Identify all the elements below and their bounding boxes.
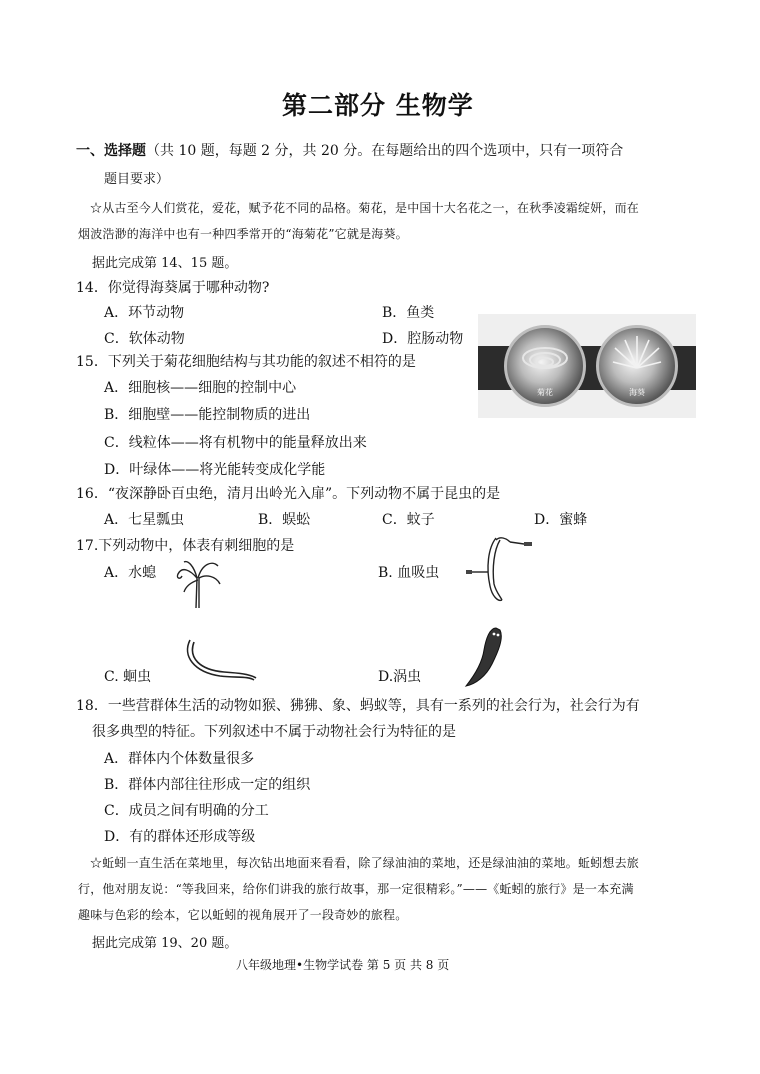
q18-stem-line1: 18．一些营群体生活的动物如猴、狒狒、象、蚂蚁等，具有一系列的社会行为，社会行为有 (76, 698, 640, 714)
roundworm-illustration (180, 636, 260, 686)
q14-option-c: C．软体动物 (104, 331, 185, 347)
q14-stem: 14．你觉得海葵属于哪种动物? (76, 280, 270, 296)
passage2-line2: 行，他对朋友说：“等我回来，给你们讲我的旅行故事，那一定很精彩。”——《蚯蚓的旅行》是一本充满 (78, 882, 634, 896)
section-heading (76, 140, 623, 160)
schistosoma-illustration (466, 534, 536, 608)
q15-option-b: B．细胞壁——能控制物质的进出 (104, 407, 311, 423)
q16-option-a: A．七星瓢虫 (104, 512, 185, 528)
q16-option-d: D．蜜蜂 (534, 512, 588, 528)
section-instructions: （共 10 题，每题 2 分，共 20 分。在每题给出的四个选项中，只有一项符合 (146, 143, 624, 159)
q14-option-d: D．腔肠动物 (382, 331, 464, 347)
q18-option-a: A．群体内个体数量很多 (104, 751, 255, 767)
flower-figure (478, 314, 696, 418)
passage2-prompt: 据此完成第 19、20 题。 (92, 936, 238, 951)
q18-option-c: C．成员之间有明确的分工 (104, 803, 269, 819)
q17-option-b: B. 血吸虫 (378, 565, 440, 581)
chrysanthemum-caption: 菊花 (537, 388, 553, 397)
q16-option-c: C．蚊子 (382, 512, 435, 528)
q15-stem: 15．下列关于菊花细胞结构与其功能的叙述不相符的是 (76, 354, 416, 370)
passage2-line1: ☆蚯蚓一直生活在菜地里，每次钻出地面来看看，除了绿油油的菜地，还是绿油油的菜地。蚯蚓想去旅 (90, 856, 640, 870)
q17-option-a: A．水螅 (104, 565, 157, 581)
page-title: 第二部分 生物学 (282, 91, 474, 120)
passage1-line1: ☆从古至今人们赏花，爱花，赋予花不同的品格。菊花，是中国十大名花之一，在秋季凌霜绽妍，而在 (90, 201, 640, 215)
sea-anemone-image (596, 325, 678, 407)
q18-option-d: D．有的群体还形成等级 (104, 829, 256, 845)
q17-stem: 17.下列动物中，体表有刺细胞的是 (76, 538, 295, 554)
planaria-illustration (462, 624, 512, 690)
passage2-line3: 趣味与色彩的绘本，它以蚯蚓的视角展开了一段奇妙的旅程。 (78, 908, 408, 922)
q16-stem: 16．“夜深静卧百虫绝，清月出岭光入扉”。下列动物不属于昆虫的是 (76, 486, 501, 502)
passage1-prompt: 据此完成第 14、15 题。 (92, 256, 238, 271)
q16-option-b: B．蜈蚣 (258, 512, 311, 528)
q15-option-a: A．细胞核——细胞的控制中心 (104, 380, 297, 396)
q18-stem-line2: 很多典型的特征。下列叙述中不属于动物社会行为特征的是 (92, 724, 456, 740)
page-footer: 八年级地理•生物学试卷 第 5 页 共 8 页 (236, 958, 450, 972)
q17-option-d: D.涡虫 (378, 669, 422, 685)
q14-option-b: B．鱼类 (382, 305, 435, 321)
chrysanthemum-image (504, 325, 586, 407)
section-instructions-cont: 题目要求） (104, 172, 170, 187)
q18-option-b: B．群体内部往往形成一定的组织 (104, 777, 311, 793)
q15-option-d: D．叶绿体——将光能转变成化学能 (104, 462, 326, 478)
q17-option-c: C. 蛔虫 (104, 669, 152, 685)
hydra-illustration (172, 556, 224, 612)
passage1-line2: 烟波浩渺的海洋中也有一种四季常开的“海菊花”它就是海葵。 (78, 227, 408, 241)
sea-anemone-caption: 海葵 (629, 388, 645, 397)
q14-option-a: A．环节动物 (104, 305, 185, 321)
q15-option-c: C．线粒体——将有机物中的能量释放出来 (104, 435, 367, 451)
section-heading-label: 一、选择题 (76, 143, 146, 159)
